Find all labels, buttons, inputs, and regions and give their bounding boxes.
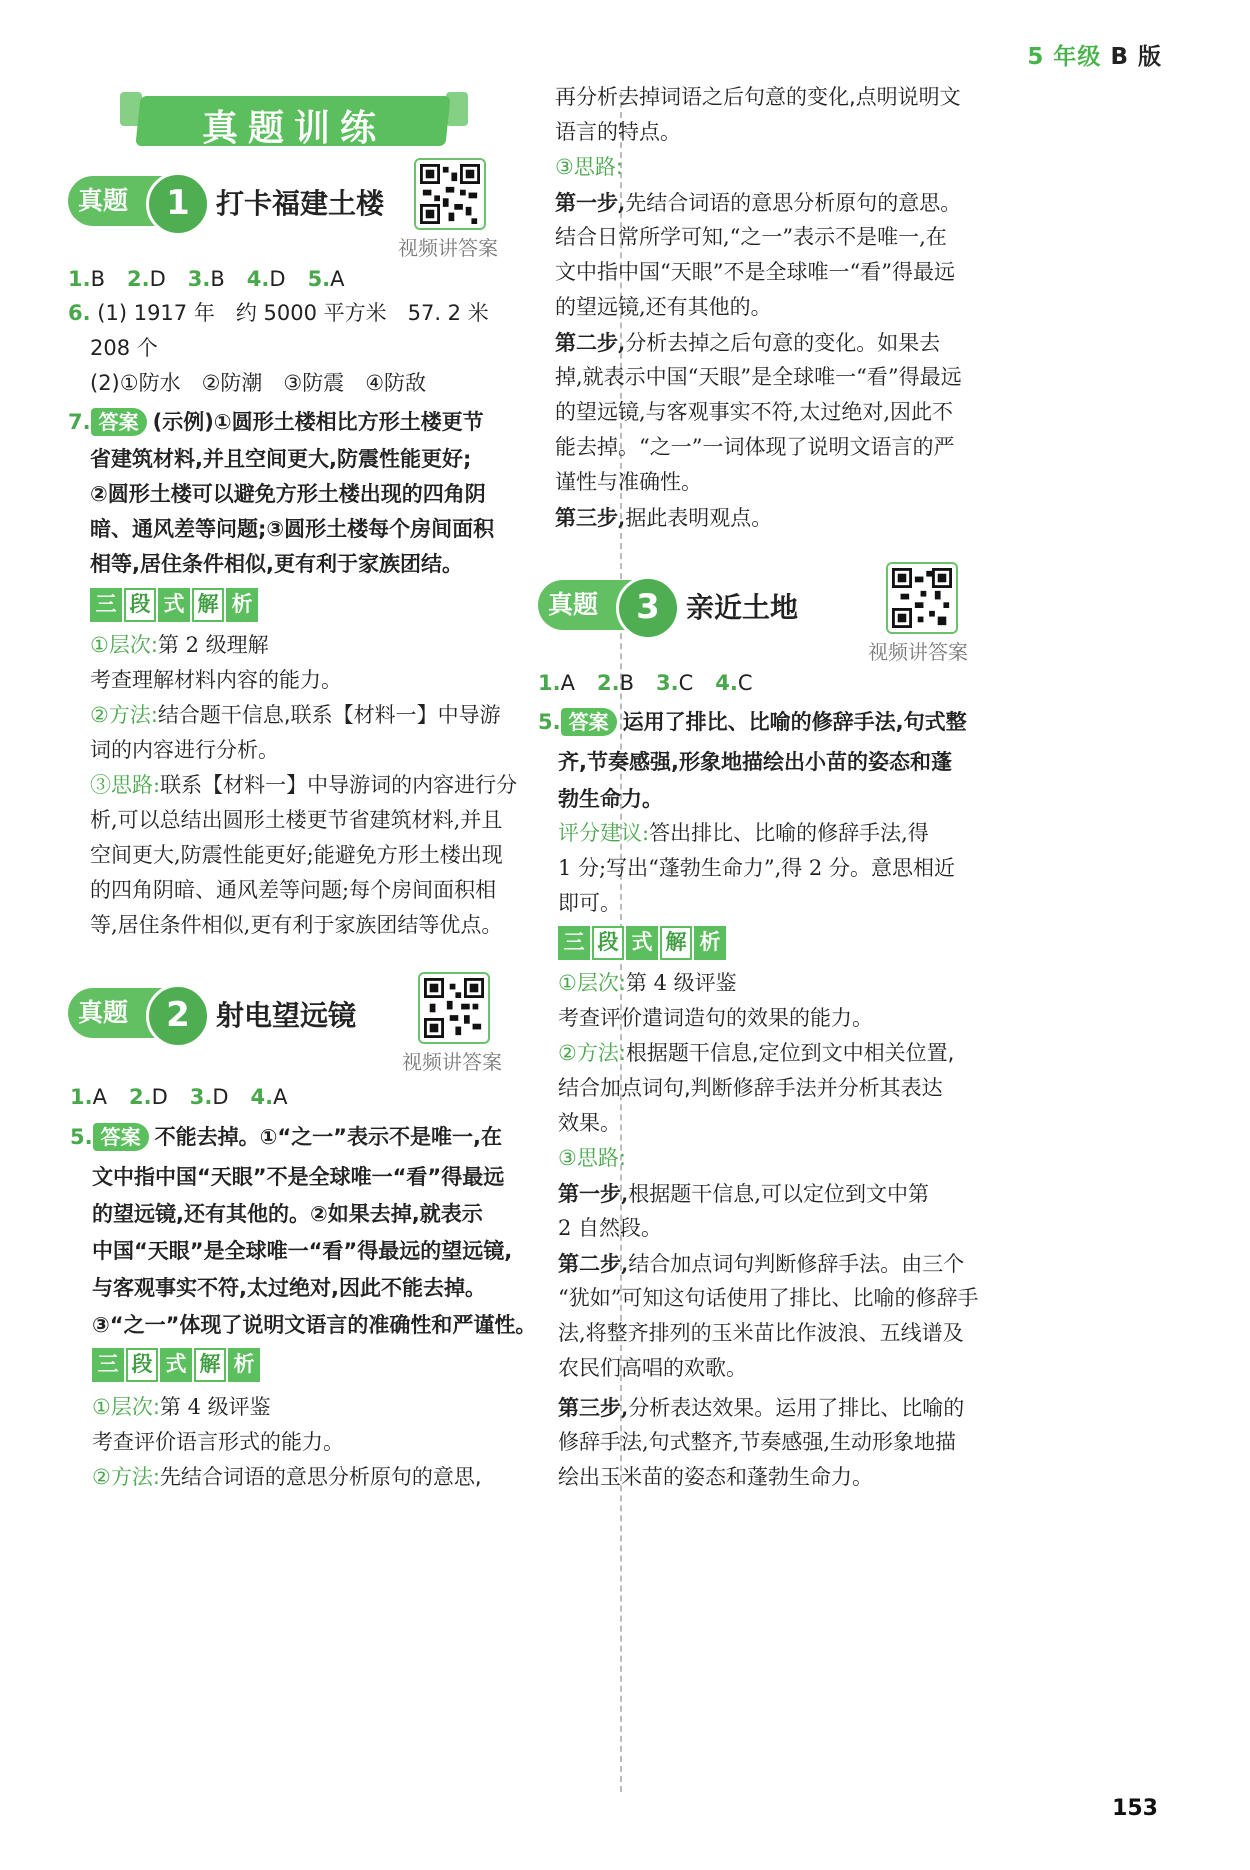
question-title: 射电望远镜 (216, 999, 357, 1032)
section-tag: 真题 (538, 580, 656, 630)
idea-line: ③思路:联系【材料一】中导游词的内容进行分 (90, 773, 518, 797)
step-line: 结合日常所学可知,“之一”表示不是唯一,在 (555, 225, 947, 249)
q5-line: 齐,节奏感强,形象地描绘出小苗的姿态和蓬 (558, 750, 952, 774)
step-line: 谨性与准确性。 (555, 470, 702, 494)
method-line: ②方法:根据题干信息,定位到文中相关位置, (558, 1041, 955, 1065)
q5-line: ③“之一”体现了说明文语言的准确性和严谨性。 (92, 1313, 537, 1337)
choice-answers-q3 (538, 666, 775, 701)
idea-label: ③思路: (558, 1146, 626, 1170)
choice-answer: 4.D (246, 267, 286, 291)
level-line: ①层次:第 2 级理解 (90, 633, 269, 657)
idea-line: 空间更大,防震性能更好;能避免方形土楼出现 (90, 843, 503, 867)
choice-answer: 1.A (70, 1085, 107, 1109)
step3-line: 第三步,分析表达效果。运用了排比、比喻的 (558, 1395, 965, 1420)
step1-line: 第一步,先结合词语的意思分析原句的意思。 (555, 190, 962, 215)
q7-line1: 7. 答案 (示例)①圆形土楼相比方形土楼更节 (68, 410, 484, 434)
step-line: 文中指中国“天眼”不是全球唯一“看”得最远 (555, 260, 955, 284)
analysis-label: 三 段 式 解 析 (92, 1348, 262, 1380)
choice-answer: 2.D (127, 267, 166, 291)
q5-line: 与客观事实不符,太过绝对,因此不能去掉。 (92, 1276, 486, 1300)
q5-line: 文中指中国“天眼”不是全球唯一“看”得最远 (92, 1165, 505, 1189)
q7-line: ②圆形土楼可以避免方形土楼出现的四角阴 (90, 482, 486, 506)
qr-code-icon[interactable] (886, 562, 958, 634)
question-number: 3 (616, 576, 680, 640)
q7-line: 暗、通风差等问题;③圆形土楼每个房间面积 (90, 517, 495, 541)
grade-label: 5 年级 B 版 (1027, 44, 1162, 70)
q6-line2: 208 个 (90, 336, 158, 360)
idea-line: 等,居住条件相似,更有利于家族团结等优点。 (90, 913, 503, 937)
choice-answers-q2 (70, 1080, 309, 1115)
choice-answer: 1.A (538, 671, 575, 695)
step-line: 修辞手法,句式整齐,节奏感强,生动形象地描 (558, 1430, 957, 1454)
method-line: 效果。 (558, 1111, 621, 1135)
choice-answer: 3.B (187, 267, 225, 291)
level-desc: 考查评价语言形式的能力。 (92, 1430, 344, 1454)
step-line: 的望远镜,还有其他的。 (555, 295, 772, 319)
cont-line: 语言的特点。 (555, 120, 681, 144)
question-number: 2 (146, 984, 210, 1048)
choice-answer: 2.B (596, 671, 634, 695)
choice-answer: 5.A (307, 267, 345, 291)
step1-line: 第一步,根据题干信息,可以定位到文中第 (558, 1181, 929, 1206)
q5-line1: 5. 答案 运用了排比、比喻的修辞手法,句式整 (538, 710, 967, 734)
step-line: 法,将整齐排列的玉米苗比作波浪、五线谱及 (558, 1321, 964, 1345)
step-line: “犹如”可知这句话使用了排比、比喻的修辞手 (558, 1286, 979, 1310)
q6-line3: (2)①防水 ②防潮 ③防震 ④防敌 (90, 371, 427, 395)
method-line: 结合加点词句,判断修辞手法并分析其表达 (558, 1076, 943, 1100)
idea-line: 析,可以总结出圆形土楼更节省建筑材料,并且 (90, 808, 503, 832)
step-line: 掉,就表示中国“天眼”是全球唯一“看”得最远 (555, 365, 962, 389)
idea-label: ③思路: (555, 155, 623, 179)
choice-answer: 4.A (250, 1085, 288, 1109)
q5-line1: 5. 答案 不能去掉。①“之一”表示不是唯一,在 (70, 1125, 502, 1149)
choice-answer: 1.B (68, 267, 106, 291)
method-line: ②方法:先结合词语的意思分析原句的意思, (92, 1465, 482, 1489)
step-line: 绘出玉米苗的姿态和蓬勃生命力。 (558, 1465, 873, 1489)
cont-line: 再分析去掉词语之后句意的变化,点明说明文 (555, 85, 961, 109)
level-line: ①层次:第 4 级评鉴 (92, 1395, 271, 1419)
method-line: ②方法:结合题干信息,联系【材料一】中导游 (90, 703, 501, 727)
step3-line: 第三步,据此表明观点。 (555, 505, 773, 530)
method-line2: 词的内容进行分析。 (90, 738, 279, 762)
answer-badge: 答案 (93, 1123, 149, 1151)
question-number: 1 (146, 172, 210, 236)
question-title: 打卡福建土楼 (216, 187, 385, 220)
analysis-label: 三 段 式 解 析 (558, 926, 728, 958)
q5-line: 中国“天眼”是全球唯一“看”得最远的望远镜, (92, 1239, 513, 1263)
page-number: 153 (1112, 1796, 1158, 1821)
section-banner (120, 92, 468, 149)
qr-code-icon[interactable] (418, 972, 490, 1044)
step2-line: 第二步,分析去掉之后句意的变化。如果去 (555, 330, 941, 355)
score-line: 评分建议:答出排比、比喻的修辞手法,得 (558, 821, 929, 845)
q7-line: 相等,居住条件相似,更有利于家族团结。 (90, 552, 463, 576)
step-line: 的望远镜,与客观事实不符,太过绝对,因此不 (555, 400, 954, 424)
level-desc: 考查理解材料内容的能力。 (90, 668, 342, 692)
choice-answer: 3.C (655, 671, 694, 695)
idea-line: 的四角阴暗、通风差等问题;每个房间面积相 (90, 878, 497, 902)
score-line: 即可。 (558, 891, 621, 915)
section-tag: 真题 (68, 988, 186, 1038)
level-line: ①层次:第 4 级评鉴 (558, 971, 737, 995)
banner-title: 真题训练 (201, 108, 386, 149)
answer-badge: 答案 (561, 708, 617, 736)
question-title: 亲近土地 (686, 591, 799, 624)
q5-line: 的望远镜,还有其他的。②如果去掉,就表示 (92, 1202, 483, 1226)
q5-line: 勃生命力。 (558, 787, 663, 811)
q6-line1: 6. (1) 1917 年 约 5000 平方米 57. 2 米 (68, 301, 489, 325)
answer-badge: 答案 (91, 408, 147, 436)
choice-answer: 2.D (128, 1085, 168, 1109)
step-line: 2 自然段。 (558, 1216, 663, 1240)
section-tag: 真题 (68, 176, 186, 226)
level-desc: 考查评价遣词造句的效果的能力。 (558, 1006, 873, 1030)
q7-line: 省建筑材料,并且空间更大,防震性能更好; (90, 447, 472, 471)
choice-answer: 4.C (715, 671, 753, 695)
choice-answers-q1 (68, 262, 367, 297)
step-line: 农民们高唱的欢歌。 (558, 1356, 747, 1380)
qr-code-icon[interactable] (414, 158, 486, 230)
qr-caption: 视频讲答案 (868, 640, 968, 664)
qr-caption: 视频讲答案 (402, 1050, 502, 1074)
choice-answer: 3.D (189, 1085, 229, 1109)
step2-line: 第二步,结合加点词句判断修辞手法。由三个 (558, 1251, 965, 1276)
score-line: 1 分;写出“蓬勃生命力”,得 2 分。意思相近 (558, 856, 955, 880)
step-line: 能去掉。“之一”一词体现了说明文语言的严 (555, 435, 955, 459)
qr-caption: 视频讲答案 (398, 236, 498, 260)
analysis-label: 三 段 式 解 析 (90, 588, 260, 620)
